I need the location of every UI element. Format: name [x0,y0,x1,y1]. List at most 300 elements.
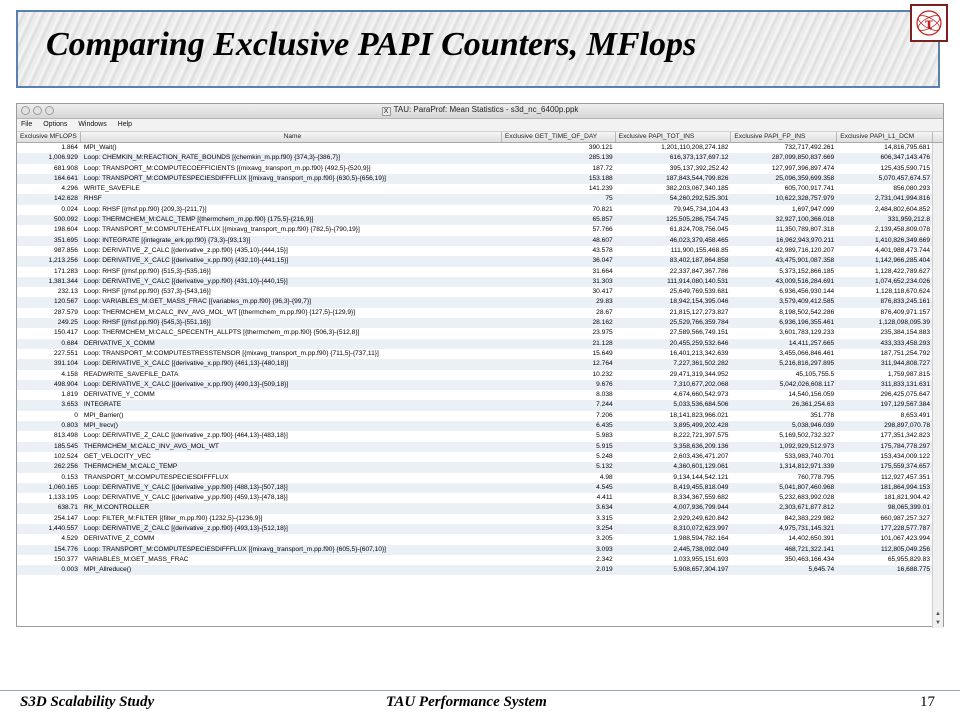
table-row[interactable] [17,473,943,483]
papi-fp-ins-cell: 11,350,789,807.318 [776,226,835,234]
mflops-cell: 120.567 [54,298,78,306]
vertical-scrollbar[interactable] [932,143,943,628]
window-title [17,105,943,116]
menu-help[interactable]: Help [117,121,133,128]
papi-l1-dcm-cell: 175,784,778.297 [880,442,930,450]
name-cell: Loop: TRANSPORT_M:COMPUTESPECIESDIFFFLUX [{mixavg_transport_m.pp.f90} {605,5}-{607,10}] [83,545,386,553]
get-time-of-day-cell: 30.417 [592,288,613,296]
papi-l1-dcm-cell: 175,559,374.657 [880,463,930,471]
mflops-cell: 164.641 [54,174,78,182]
name-cell: Loop: THERMCHEM_M:CALC_INV_AVG_MOL_WT [{thermchem_m.pp.f90} {127,5}-{129,9}] [83,308,356,316]
papi-l1-dcm-cell: 311,944,808.727 [880,360,930,368]
papi-fp-ins-cell: 351.778 [810,411,835,419]
get-time-of-day-cell: 3.093 [596,545,613,553]
mflops-cell: 1.864 [61,144,78,151]
papi-tot-ins-cell: 111,900,155,468.85 [670,246,729,254]
papi-fp-ins-cell: 5,216,816,297.895 [779,360,835,368]
papi-tot-ins-cell: 8,419,455,818.049 [673,483,729,491]
name-cell: Loop: DERIVATIVE_Z_CALC [{derivative_z.pp.f90} {464,13}-{483,18}] [83,432,288,440]
papi-l1-dcm-cell: 298,897,070.78 [884,422,930,430]
mflops-cell: 262.256 [54,463,78,471]
papi-fp-ins-cell: 14,402,650.391 [788,535,835,543]
papi-fp-ins-cell: 26,361,254.63 [792,401,835,409]
table-row[interactable] [17,565,943,575]
papi-l1-dcm-cell: 181,821,904.42 [884,494,930,502]
mflops-cell: 1,381.344 [48,277,78,285]
table-row[interactable] [17,370,943,380]
name-cell: Loop: TRANSPORT_M:COMPUTESPECIESDIFFFLUX [{mixavg_transport_m.pp.f90} {630,5}-{656,19}] [83,174,386,182]
get-time-of-day-cell: 5.983 [596,432,613,440]
mflops-cell: 0.153 [61,473,78,481]
papi-tot-ins-cell: 25,529,766,359.784 [669,319,729,327]
name-cell: Loop: DERIVATIVE_X_CALC [{derivative_x.pp.f90} {490,13}-{509,18}] [83,380,289,388]
column-header-papi-l1-dcm[interactable]: Exclusive PAPI_L1_DCM [837,132,933,142]
get-time-of-day-cell: 7.244 [596,401,613,409]
table-row[interactable] [17,380,943,390]
get-time-of-day-cell: 141.239 [588,185,613,193]
papi-l1-dcm-cell: 1,410,826,349.669 [874,236,930,244]
statistics-table [17,132,943,628]
table-row[interactable] [17,339,943,349]
column-header-papi-fp-ins[interactable]: Exclusive PAPI_FP_INS [731,132,837,142]
papi-tot-ins-cell: 20,455,259,532.646 [669,339,729,347]
papi-tot-ins-cell: 4,360,601,129.061 [673,463,729,471]
mflops-cell: 142.628 [54,195,78,203]
slide-title: Comparing Exclusive PAPI Counters, MFlops [46,26,697,63]
mflops-cell: 227.551 [54,349,78,357]
table-row[interactable] [17,524,943,534]
scroll-down-arrow-icon[interactable]: ▼ [935,620,941,626]
get-time-of-day-cell: 7.206 [596,411,613,419]
papi-tot-ins-cell: 2,929,249,620.842 [673,514,729,522]
get-time-of-day-cell: 65.857 [592,216,613,224]
papi-l1-dcm-cell: 181,864,994.153 [880,483,930,491]
x11-app-icon: X [382,107,391,116]
mflops-cell: 1,060.165 [48,483,78,491]
mflops-cell: 638.71 [57,504,78,512]
table-row[interactable] [17,246,943,256]
name-cell: Loop: FILTER_M:FILTER [{filter_m.pp.f90} {1232,5}-{1236,9}] [83,514,263,522]
papi-l1-dcm-cell: 5,070,457,674.57 [878,174,930,182]
table-row[interactable] [17,452,943,462]
mflops-cell: 154.776 [54,545,78,553]
papi-l1-dcm-cell: 112,805,049.256 [880,545,930,553]
get-time-of-day-cell: 4.411 [596,494,613,502]
table-row[interactable] [17,164,943,174]
name-cell: DERIVATIVE_Z_COMM [83,535,155,543]
papi-fp-ins-cell: 45,105,755.5 [795,370,835,378]
column-header-name[interactable]: Name [81,132,502,142]
table-row[interactable] [17,225,943,235]
table-row[interactable] [17,328,943,338]
papi-tot-ins-cell: 9,134,144,542.121 [673,473,729,481]
mflops-cell: 0.003 [61,566,78,574]
name-cell: Loop: CHEMKIN_M:REACTION_RATE_BOUNDS [{chemkin_m.pp.f90} {374,3}-{386,7}] [83,154,340,162]
name-cell: Loop: DERIVATIVE_X_CALC [{derivative_x.pp.f90} {432,10}-{441,15}] [83,257,289,265]
papi-l1-dcm-cell: 876,409,971.157 [880,308,930,316]
papi-tot-ins-cell: 83,402,187,864.858 [669,257,729,265]
mflops-cell: 1,006.929 [48,154,78,162]
mflops-cell: 0.024 [61,205,78,213]
mflops-cell: 249.25 [57,319,78,327]
table-body [17,143,943,575]
papi-l1-dcm-cell: 876,833,245.161 [880,298,930,306]
papi-fp-ins-cell: 42,989,716,120.207 [775,246,835,254]
get-time-of-day-cell: 28.67 [596,308,613,316]
table-row[interactable] [17,277,943,287]
table-row[interactable] [17,205,943,215]
papi-l1-dcm-cell: 177,351,342.823 [880,432,930,440]
papi-tot-ins-cell: 3,895,499,202.428 [673,422,729,430]
get-time-of-day-cell: 29.83 [596,298,613,306]
name-cell: READWRITE_SAVEFILE_DATA [83,370,179,378]
papi-tot-ins-cell: 8,222,721,397.575 [673,432,729,440]
table-row[interactable] [17,503,943,513]
papi-tot-ins-cell: 18,942,154,395.046 [669,298,729,306]
title-banner [16,10,940,88]
table-row[interactable] [17,514,943,524]
name-cell: Loop: TRANSPORT_M:COMPUTESTRESSTENSOR [{mixavg_transport_m.pp.f90} {711,5}-{737,11}] [83,349,379,357]
papi-l1-dcm-cell: 2,731,041,994.816 [874,195,930,203]
mflops-cell: 3.653 [61,401,78,409]
mflops-cell: 1,440.557 [48,524,78,532]
table-row[interactable] [17,555,943,565]
name-cell: Loop: TRANSPORT_M:COMPUTECOEFFICIENTS [{mixavg_transport_m.pp.f90} {492,5}-{520,9}] [83,164,371,172]
papi-fp-ins-cell: 4,975,731,145.321 [779,524,835,532]
papi-tot-ins-cell: 46,023,379,458.465 [669,236,729,244]
papi-l1-dcm-cell: 1,142,966,285.404 [874,257,930,265]
table-row[interactable] [17,318,943,328]
name-cell: MPI_Irecv() [83,422,118,430]
name-cell: Loop: DERIVATIVE_Z_CALC [{derivative_z.pp.f90} {435,10}-{444,15}] [83,246,288,254]
table-row[interactable] [17,308,943,318]
mflops-cell: 102.524 [54,452,78,460]
get-time-of-day-cell: 31.303 [592,277,613,285]
mflops-cell: 1,133.195 [48,494,78,502]
get-time-of-day-cell: 3.254 [596,524,613,532]
get-time-of-day-cell: 48.607 [592,236,613,244]
papi-fp-ins-cell: 127,997,396,897.474 [771,164,835,172]
papi-fp-ins-cell: 350,463,166.434 [784,555,835,563]
papi-l1-dcm-cell: 65,955,829.83 [887,555,930,563]
mflops-cell: 150.417 [54,329,78,337]
get-time-of-day-cell: 2.342 [596,555,613,563]
name-cell: WRITE_SAVEFILE [83,185,140,193]
name-cell: Loop: DERIVATIVE_X_CALC [{derivative_x.pp.f90} {461,13}-{480,18}] [83,360,289,368]
column-header-get-time-of-day[interactable]: Exclusive GET_TIME_OF_DAY [502,132,616,142]
papi-tot-ins-cell: 61,824,708,756.045 [669,226,729,234]
table-header [17,132,943,143]
table-row[interactable] [17,256,943,266]
papi-fp-ins-cell: 760,778.795 [797,473,835,481]
papi-tot-ins-cell: 4,007,936,799.944 [673,504,729,512]
name-cell: Loop: THERMCHEM_M:CALC_SPECENTH_ALLPTS [{thermchem_m.pp.f90} {506,3}-{512,8}] [83,329,360,337]
menu-windows[interactable]: Windows [78,121,107,128]
table-row[interactable] [17,359,943,369]
papi-l1-dcm-cell: 197,129,567.384 [880,401,930,409]
mflops-cell: 391.104 [54,360,78,368]
mflops-cell: 1.819 [61,391,78,399]
papi-tot-ins-cell: 25,649,769,539.681 [669,288,729,296]
menubar [17,119,943,132]
get-time-of-day-cell: 3.205 [596,535,613,543]
name-cell: VARIABLES_M:GET_MASS_FRAC [83,555,189,563]
papi-fp-ins-cell: 5,041,807,460.968 [779,483,835,491]
papi-tot-ins-cell: 3,358,636,209.136 [673,442,729,450]
papi-tot-ins-cell: 1,201,110,208,274.182 [661,144,729,151]
mflops-cell: 498.904 [54,380,78,388]
papi-tot-ins-cell: 395,137,392,252.42 [669,164,729,172]
papi-fp-ins-cell: 8,198,502,542.286 [779,308,835,316]
name-cell: MPI_Allreduce() [83,566,132,574]
menu-file[interactable]: File [21,121,33,128]
name-cell: Loop: VARIABLES_M:GET_MASS_FRAC [{variables_m.pp.f90} {96,3}-{99,7}] [83,298,311,306]
name-cell: MPI_Wait() [83,144,117,151]
name-cell: INTEGRATE [83,401,122,409]
papi-l1-dcm-cell: 660,987,257.327 [880,514,930,522]
get-time-of-day-cell: 6.435 [596,422,613,430]
mflops-cell: 0.684 [61,339,78,347]
name-cell: Loop: THERMCHEM_M:CALC_TEMP [{thermchem_m.pp.f90} {175,5}-{216,9}] [83,216,314,224]
table-row[interactable] [17,287,943,297]
papi-fp-ins-cell: 287,099,850,837.669 [771,154,835,162]
footer-divider [0,690,960,691]
table-row[interactable] [17,174,943,184]
papi-fp-ins-cell: 468,721,322.141 [784,545,835,553]
window-title-text: TAU: ParaProf: Mean Statistics - s3d_nc_6400p.ppk [393,105,579,114]
papi-l1-dcm-cell: 1,128,422,789.627 [874,267,930,275]
papi-l1-dcm-cell: 4,401,988,473.744 [874,246,930,254]
papi-l1-dcm-cell: 125,435,590.715 [880,164,930,172]
papi-fp-ins-cell: 6,936,196,355.461 [779,319,835,327]
table-row[interactable] [17,462,943,472]
name-cell: TRANSPORT_M:COMPUTESPECIESDIFFFLUX [83,473,229,481]
papi-l1-dcm-cell: 177,228,577.787 [880,524,930,532]
get-time-of-day-cell: 3.634 [596,504,613,512]
papi-tot-ins-cell: 5,033,536,684.506 [673,401,729,409]
table-row[interactable] [17,545,943,555]
papi-fp-ins-cell: 25,096,359,699.358 [775,174,835,182]
table-row[interactable] [17,297,943,307]
get-time-of-day-cell: 31.664 [592,267,613,275]
get-time-of-day-cell: 36.047 [592,257,613,265]
get-time-of-day-cell: 15.649 [592,349,613,357]
papi-fp-ins-cell: 1,092,929,512.973 [779,442,835,450]
mflops-cell: 0.803 [61,422,78,430]
papi-fp-ins-cell: 5,232,683,992.028 [779,494,835,502]
papi-fp-ins-cell: 5,373,152,866.185 [779,267,835,275]
papi-fp-ins-cell: 43,009,516,284.691 [775,277,835,285]
papi-l1-dcm-cell: 311,833,131.631 [880,380,930,388]
table-row[interactable] [17,349,943,359]
papi-l1-dcm-cell: 296,425,075.647 [880,391,930,399]
papi-l1-dcm-cell: 101,067,423.994 [880,535,930,543]
get-time-of-day-cell: 4.545 [596,483,613,491]
column-header-exclusive-mflops[interactable]: Exclusive MFLOPS [17,132,81,142]
papi-fp-ins-cell: 842,383,229.982 [784,514,835,522]
column-header-papi-tot-ins[interactable]: Exclusive PAPI_TOT_INS [616,132,732,142]
papi-tot-ins-cell: 125,505,286,754.745 [666,216,729,224]
papi-fp-ins-cell: 2,303,671,877.812 [779,504,835,512]
get-time-of-day-cell: 57.766 [592,226,613,234]
name-cell: THERMCHEM_M:CALC_TEMP [83,463,178,471]
papi-fp-ins-cell: 14,411,257.665 [788,339,835,347]
table-row[interactable] [17,411,943,421]
menu-options[interactable]: Options [43,121,68,128]
mflops-cell: 4.529 [61,535,78,543]
name-cell: DERIVATIVE_X_COMM [83,339,155,347]
mflops-cell: 1,213.256 [48,257,78,265]
papi-tot-ins-cell: 7,227,361,502.282 [673,360,729,368]
papi-l1-dcm-cell: 153,434,009.122 [880,452,930,460]
table-row[interactable] [17,267,943,277]
papi-tot-ins-cell: 111,914,080,140.531 [667,277,729,285]
window-titlebar[interactable] [17,104,943,119]
mflops-cell: 198.604 [54,226,78,234]
table-row[interactable] [17,421,943,431]
table-row[interactable] [17,483,943,493]
get-time-of-day-cell: 8.038 [596,391,613,399]
papi-fp-ins-cell: 1,697,947.099 [792,205,835,213]
papi-l1-dcm-cell: 8,653.491 [900,411,930,419]
table-row[interactable] [17,143,943,153]
mflops-cell: 232.13 [57,288,78,296]
papi-tot-ins-cell: 2,603,436,471.207 [673,452,729,460]
papi-l1-dcm-cell: 856,080.293 [893,185,930,193]
page-number: 17 [920,694,935,710]
papi-fp-ins-cell: 605,700,917.741 [784,185,835,193]
papi-tot-ins-cell: 22,337,847,367.786 [669,267,729,275]
papi-tot-ins-cell: 382,203,067,340.185 [666,185,729,193]
papi-l1-dcm-cell: 2,139,458,809.078 [874,226,930,234]
name-cell: RK_M:CONTROLLER [83,504,150,512]
papi-fp-ins-cell: 5,038,946.039 [792,422,835,430]
papi-tot-ins-cell: 2,445,738,092.049 [673,545,729,553]
papi-l1-dcm-cell: 14,816,795.681 [884,144,930,151]
mflops-cell: 150.377 [54,555,78,563]
get-time-of-day-cell: 153.188 [588,174,613,182]
papi-fp-ins-cell: 14,540,156.059 [788,391,835,399]
papi-l1-dcm-cell: 433,333,458.293 [880,339,930,347]
get-time-of-day-cell: 23.975 [592,329,613,337]
papi-tot-ins-cell: 21,815,127,273.827 [669,308,729,316]
table-row[interactable] [17,431,943,441]
name-cell: Loop: INTEGRATE [{integrate_erk.pp.f90} {73,3}-{93,13}] [83,236,251,244]
papi-tot-ins-cell: 18,141,823,966.021 [669,411,729,419]
papi-l1-dcm-cell: 16,688.775 [896,566,930,574]
tau-glyph: τ [924,13,934,33]
get-time-of-day-cell: 3.315 [596,514,613,522]
name-cell: Loop: RHSF [{rhsf.pp.f90} {209,3}-{211,7}] [83,205,207,213]
mflops-cell: 4.296 [61,185,78,193]
table-row[interactable] [17,184,943,194]
mflops-cell: 287.579 [54,308,78,316]
get-time-of-day-cell: 9.676 [596,380,613,388]
name-cell: DERIVATIVE_Y_COMM [83,391,155,399]
get-time-of-day-cell: 187.72 [592,164,613,172]
mflops-cell: 4.158 [61,370,78,378]
papi-l1-dcm-cell: 112,927,457.351 [880,473,930,481]
name-cell: Loop: DERIVATIVE_Y_CALC [{derivative_y.pp.f90} {431,10}-{440,15}] [83,277,288,285]
get-time-of-day-cell: 4.98 [599,473,613,481]
table-row[interactable] [17,215,943,225]
papi-l1-dcm-cell: 235,384,154.883 [880,329,930,337]
get-time-of-day-cell: 2.019 [596,566,613,574]
get-time-of-day-cell: 70.821 [592,205,613,213]
table-row[interactable] [17,236,943,246]
get-time-of-day-cell: 75 [605,195,613,203]
table-row[interactable] [17,390,943,400]
papi-fp-ins-cell: 6,936,456,930.144 [779,288,835,296]
papi-tot-ins-cell: 5,908,657,304.197 [673,566,729,574]
mflops-cell: 681.908 [54,164,78,172]
papi-tot-ins-cell: 29,471,319,344.952 [669,370,729,378]
get-time-of-day-cell: 390.121 [588,144,613,151]
papi-fp-ins-cell: 43,475,901,087.358 [775,257,835,265]
papi-tot-ins-cell: 7,310,677,202.068 [673,380,729,388]
papi-tot-ins-cell: 16,401,213,342.639 [669,349,729,357]
get-time-of-day-cell: 5.915 [596,442,613,450]
mflops-cell: 254.147 [54,514,78,522]
papi-fp-ins-cell: 533,983,740.701 [784,452,835,460]
paraprof-window [16,103,944,627]
get-time-of-day-cell: 10.232 [592,370,613,378]
papi-l1-dcm-cell: 187,751,254.792 [880,349,930,357]
table-row[interactable] [17,493,943,503]
name-cell: Loop: DERIVATIVE_Y_CALC [{derivative_y.pp.f90} {459,13}-{478,18}] [83,494,288,502]
table-row[interactable] [17,442,943,452]
table-row[interactable] [17,153,943,163]
papi-fp-ins-cell: 5,042,026,608.117 [779,380,835,388]
papi-l1-dcm-cell: 1,128,098,095.39 [878,319,930,327]
papi-tot-ins-cell: 187,843,544,799.826 [666,174,729,182]
papi-tot-ins-cell: 616,373,137,697.12 [669,154,729,162]
scroll-up-arrow-icon[interactable]: ▲ [935,611,941,617]
papi-l1-dcm-cell: 606,347,143.476 [880,154,930,162]
papi-l1-dcm-cell: 2,484,802,604.852 [874,205,930,213]
name-cell: Loop: RHSF [{rhsf.pp.f90} {537,3}-{543,16}] [83,288,211,296]
papi-l1-dcm-cell: 331,959,212.8 [887,216,930,224]
name-cell: Loop: TRANSPORT_M:COMPUTEHEATFLUX [{mixavg_transport_m.pp.f90} {782,5}-{790,19}] [83,226,360,234]
get-time-of-day-cell: 285.139 [588,154,613,162]
table-row[interactable] [17,534,943,544]
papi-fp-ins-cell: 732,717,492.261 [784,144,835,151]
mflops-cell: 185.545 [54,442,78,450]
get-time-of-day-cell: 21.128 [592,339,613,347]
papi-l1-dcm-cell: 98,065,399.01 [887,504,930,512]
papi-fp-ins-cell: 5,169,502,732.327 [779,432,835,440]
papi-fp-ins-cell: 3,455,066,846.461 [779,349,835,357]
papi-fp-ins-cell: 3,601,783,129.233 [779,329,835,337]
mflops-cell: 813.498 [54,432,78,440]
papi-tot-ins-cell: 4,674,660,542.973 [673,391,729,399]
name-cell: Loop: RHSF [{rhsf.pp.f90} {515,3}-{535,16}] [83,267,211,275]
papi-tot-ins-cell: 1,033,955,151.693 [673,555,729,563]
name-cell: Loop: RHSF [{rhsf.pp.f90} {545,3}-{551,16}] [83,319,211,327]
papi-fp-ins-cell: 10,622,328,757.979 [775,195,835,203]
papi-fp-ins-cell: 1,314,812,971.339 [779,463,835,471]
tau-logo-graphic [914,8,944,38]
mflops-cell: 987.856 [54,246,78,254]
papi-l1-dcm-cell: 1,074,652,234.026 [874,277,930,285]
table-row[interactable] [17,194,943,204]
get-time-of-day-cell: 5.132 [596,463,613,471]
get-time-of-day-cell: 12.764 [592,360,613,368]
get-time-of-day-cell: 5.248 [596,452,613,460]
table-row[interactable] [17,400,943,410]
get-time-of-day-cell: 28.162 [592,319,613,327]
papi-l1-dcm-cell: 1,128,118,670.624 [875,288,930,296]
